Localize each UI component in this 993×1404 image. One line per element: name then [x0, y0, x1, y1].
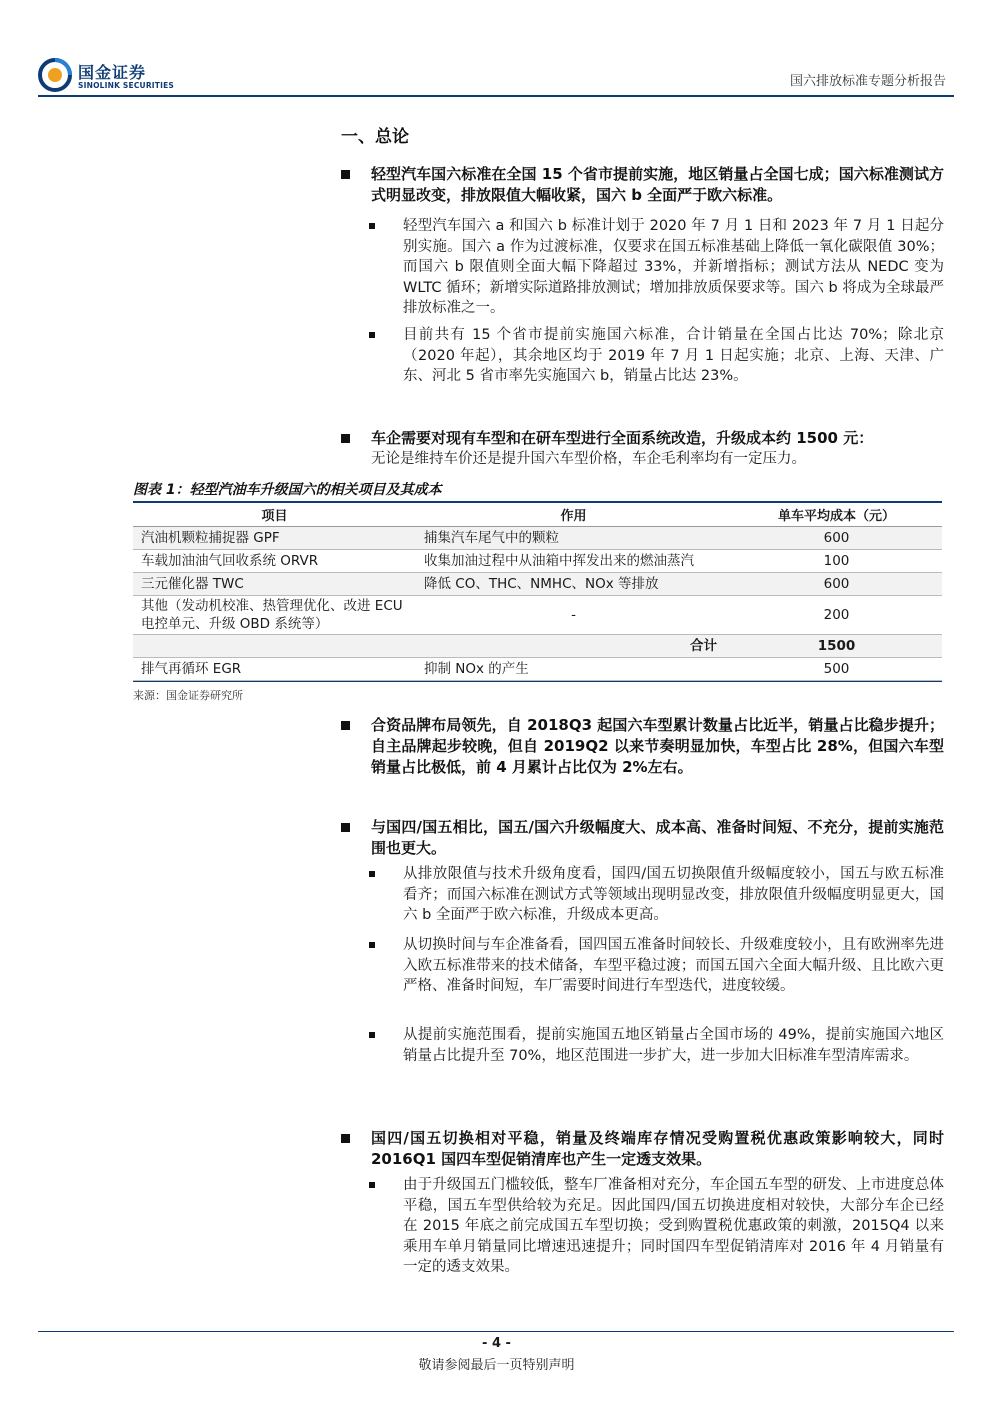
page-header	[38, 52, 954, 98]
sinolink-logo-icon	[38, 58, 72, 92]
bullet-heading: 国四/国五切换相对平稳，销量及终端库存情况受购置税优惠政策影响较大，同时 2016Q1 国四车型促销清库也产生一定透支效果。	[371, 1129, 944, 1168]
square-bullet-icon	[341, 170, 350, 179]
table-cell: 600	[731, 572, 942, 595]
table-total-row	[133, 634, 942, 657]
small-square-bullet-icon	[369, 223, 375, 229]
page-number: - 4 -	[482, 1336, 511, 1351]
sub-bullet-text: 由于升级国五门槛较低，整车厂准备相对充分，车企国五车型的研发、上市进度总体平稳，国五车型供给较为充足。因此国四/国五切换进度相对较快，大部分车企已经在 2015 年底之前完成国五车型切换；受到购置税优惠政策的刺激，2015Q4 以来乘用车单月销量同比增速迅速提升；同时国四车型促销清库对 2016 年 4 月销量有一定的透支效果。	[403, 1177, 944, 1276]
sub-bullet	[341, 864, 944, 926]
bullet-subtext: 无论是维持车价还是提升国六车型价格，车企毛利率均有一定压力。	[371, 451, 806, 467]
bullet-block-4	[341, 817, 944, 859]
figure-title: 图表 1：轻型汽油车升级国六的相关项目及其成本	[133, 482, 442, 498]
bullet-heading: 与国四/国五相比，国五/国六升级幅度大、成本高、准备时间短、不充分，提前实施范围也更大。	[371, 818, 944, 857]
table-cell: 汽油机颗粒捕捉器 GPF	[133, 526, 416, 549]
sub-bullet-text: 目前共有 15 个省市提前实施国六标准，合计销量在全国占比达 70%；除北京（2020 年起），其余地区均于 2019 年 7 月 1 日起实施；北京、上海、天津、广东、河北 5 省市率先实施国六 b，销量占比达 23%。	[403, 327, 944, 385]
table-cell: -	[416, 595, 731, 634]
total-label: 合计	[416, 634, 731, 657]
small-square-bullet-icon	[369, 942, 375, 948]
small-square-bullet-icon	[369, 871, 375, 877]
bullet-heading: 车企需要对现有车型和在研车型进行全面系统改造，升级成本约 1500 元：	[371, 429, 874, 447]
header-divider	[38, 95, 954, 97]
logo-english-name: SINOLINK SECURITIES	[78, 81, 175, 90]
column-header: 单车平均成本（元）	[731, 504, 942, 526]
sub-bullet-text: 从提前实施范围看，提前实施国五地区销量占全国市场的 49%，提前实施国六地区销量占比提升至 70%，地区范围进一步扩大，进一步加大旧标准车型清库需求。	[403, 1027, 944, 1064]
table-cell: 三元催化器 TWC	[133, 572, 416, 595]
table-cell: 降低 CO、THC、NMHC、NOx 等排放	[416, 572, 731, 595]
table-cell: 500	[731, 657, 942, 680]
table-cell: 其他（发动机校准、热管理优化、改进 ECU 电控单元、升级 OBD 系统等）	[133, 595, 416, 634]
table-cell: 车载加油油气回收系统 ORVR	[133, 549, 416, 572]
figure-source: 来源：国金证券研究所	[133, 689, 243, 702]
bullet-heading: 轻型汽车国六标准在全国 15 个省市提前实施，地区销量占全国七成；国六标准测试方式明显改变，排放限值大幅收紧，国六 b 全面严于欧六标准。	[371, 165, 944, 204]
table-cell: 100	[731, 549, 942, 572]
bullet-heading: 合资品牌布局领先，自 2018Q3 起国六车型累计数量占比近半，销量占比稳步提升；自主品牌起步较晚，但自 2019Q2 以来节奏明显加快，车型占比 28%，但国六车型销量占比极低，前 4 月累计占比仅为 2%左右。	[371, 716, 944, 776]
sub-bullet-text: 从排放限值与技术升级角度看，国四/国五切换限值升级幅度较小，国五与欧五标准看齐；而国六标准在测试方式等领域出现明显改变，排放限值升级幅度明显更大，国六 b 全面严于欧六标准，升级成本更高。	[403, 866, 944, 924]
table-row	[133, 572, 942, 595]
section-title: 一、总论	[341, 127, 409, 147]
logo-chinese-name: 国金证券	[78, 63, 147, 82]
table-row	[133, 657, 942, 680]
bullet-block-1	[341, 164, 944, 206]
square-bullet-icon	[341, 823, 350, 832]
figure-top-rule	[133, 501, 942, 503]
column-header: 作用	[416, 504, 731, 526]
table-cell	[133, 634, 416, 657]
footer-divider	[38, 1331, 954, 1332]
small-square-bullet-icon	[369, 332, 375, 338]
bullet-block-3	[341, 715, 944, 778]
square-bullet-icon	[341, 1134, 350, 1143]
sub-bullet	[341, 1175, 944, 1278]
table-cell: 收集加油过程中从油箱中挥发出来的燃油蒸汽	[416, 549, 731, 572]
company-logo	[38, 58, 188, 94]
table-cell: 排气再循环 EGR	[133, 657, 416, 680]
small-square-bullet-icon	[369, 1182, 375, 1188]
table-cell: 抑制 NOx 的产生	[416, 657, 731, 680]
sub-bullet	[341, 935, 944, 997]
bullet-block-2	[341, 428, 944, 469]
total-value: 1500	[731, 634, 942, 657]
square-bullet-icon	[341, 721, 350, 730]
table-cell: 200	[731, 595, 942, 634]
sub-bullet	[341, 325, 944, 387]
disclaimer-note: 敬请参阅最后一页特别声明	[418, 1358, 575, 1373]
sub-bullet-text: 从切换时间与车企准备看，国四国五准备时间较长、升级难度较小，且有欧洲率先进入欧五标准带来的技术储备，车型平稳过渡；而国五国六全面大幅升级、且比欧六更严格、准备时间短，车厂需要时间进行车型迭代，进度较缓。	[403, 937, 944, 995]
square-bullet-icon	[341, 434, 350, 443]
sub-bullet	[341, 216, 944, 319]
figure-bottom-rule	[133, 681, 942, 682]
table-header-row	[133, 504, 942, 526]
cost-table	[133, 504, 942, 681]
sub-bullet	[341, 1025, 944, 1066]
sub-bullet-text: 轻型汽车国六 a 和国六 b 标准计划于 2020 年 7 月 1 日和 2023 年 7 月 1 日起分别实施。国六 a 作为过渡标准，仅要求在国五标准基础上降低一氧化碳限值 30%；而国六 b 限值则全面大幅下降超过 33%，并新增指标；测试方法从 NEDC 变为 WLTC 循环；新增实际道路排放测试；增加排放质保要求等。国六 b 将成为全球最严排放标准之一。	[403, 218, 944, 317]
table-row	[133, 595, 942, 634]
table-cell: 600	[731, 526, 942, 549]
bullet-block-5	[341, 1128, 944, 1170]
table-row	[133, 526, 942, 549]
column-header: 项目	[133, 504, 416, 526]
report-title: 国六排放标准专题分析报告	[789, 74, 946, 89]
table-row	[133, 549, 942, 572]
table-cell: 捕集汽车尾气中的颗粒	[416, 526, 731, 549]
small-square-bullet-icon	[369, 1032, 375, 1038]
